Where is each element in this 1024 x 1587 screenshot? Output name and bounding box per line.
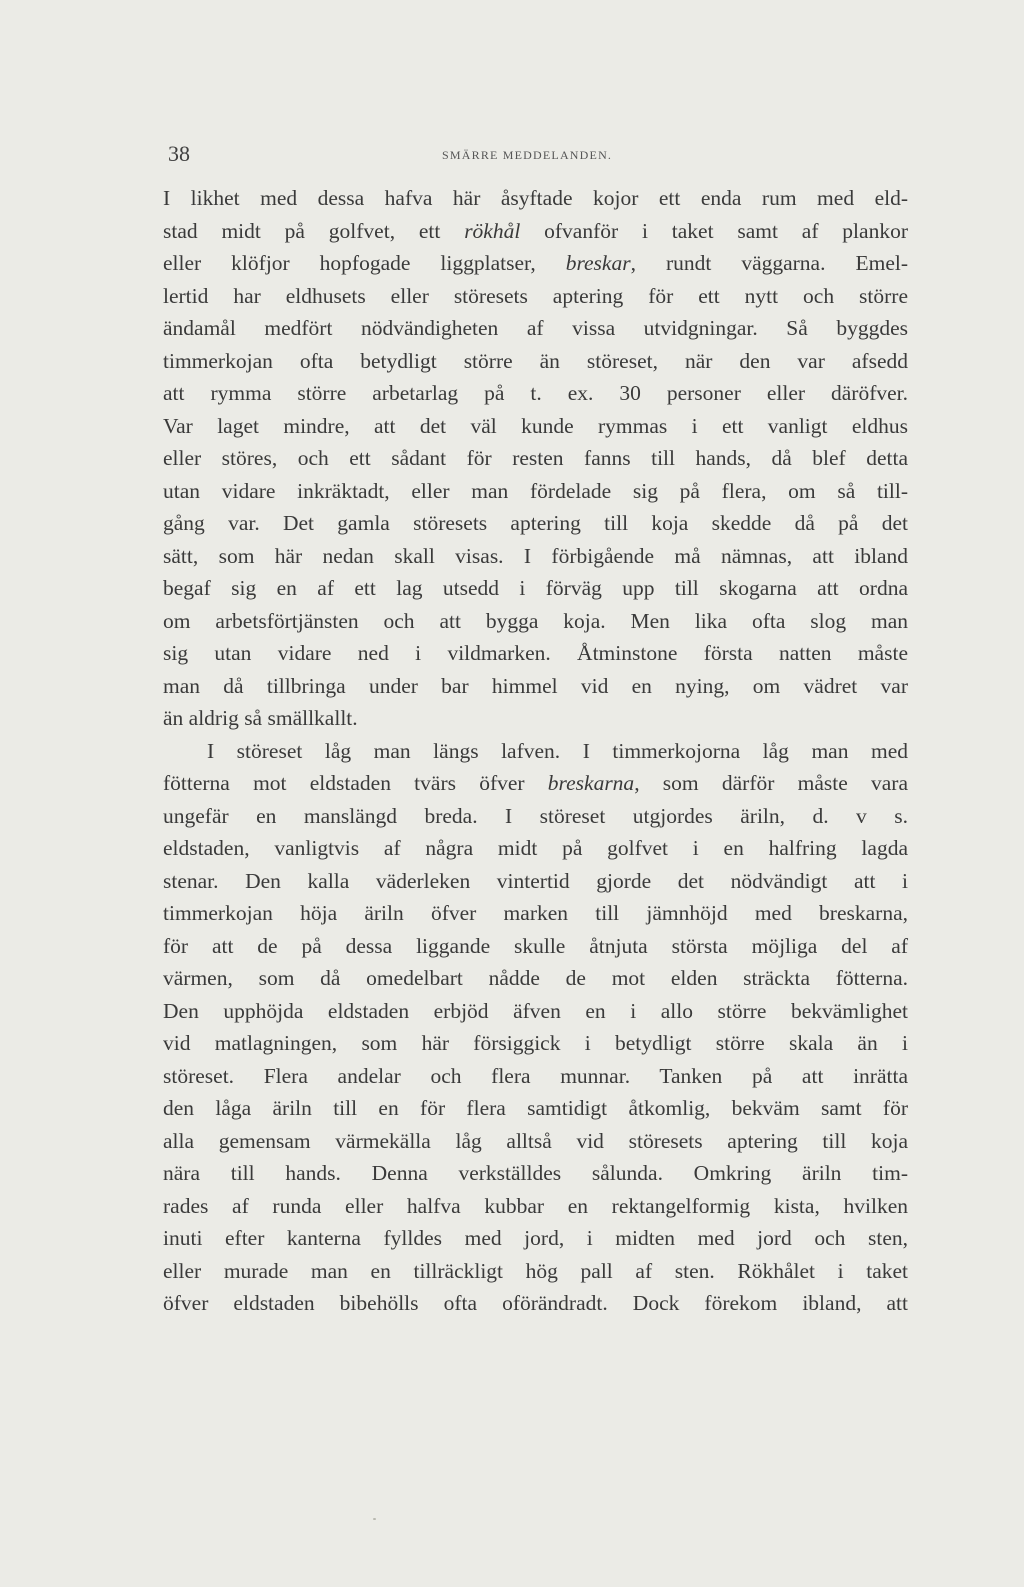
text-segment: vid matlagningen, som här försiggick i betydligt större skala än i	[163, 1031, 908, 1055]
text-line	[163, 1157, 908, 1190]
text-segment: Var laget mindre, att det väl kunde rymmas i ett vanligt eldhus	[163, 413, 908, 438]
text-segment: ofvanför i taket samt af plankor	[520, 218, 908, 243]
text-segment: sig utan vidare ned i vildmarken. Åtminstone första natten måste	[163, 641, 908, 665]
text-line	[163, 1287, 908, 1320]
text-line	[163, 507, 908, 540]
text-segment: gång var. Det gamla störesets aptering till koja skedde då på det	[163, 511, 908, 535]
paragraph	[163, 182, 908, 735]
text-line	[163, 800, 908, 833]
text-line	[163, 1027, 908, 1060]
text-segment: man då tillbringa under bar himmel vid en nying, om vädret var	[163, 673, 908, 698]
text-line	[163, 1060, 908, 1093]
text-line	[163, 280, 908, 313]
text-segment: inuti efter kanterna fylldes med jord, i midten med jord och sten,	[163, 1226, 908, 1250]
text-line	[163, 605, 908, 638]
text-segment: om arbetsförtjänsten och att bygga koja. Men lika ofta slog man	[163, 608, 908, 633]
text-segment: , som därför måste vara	[634, 771, 908, 795]
text-line	[163, 865, 908, 898]
text-line	[163, 312, 908, 345]
text-line	[163, 670, 908, 703]
text-line	[163, 897, 908, 930]
text-line	[163, 215, 908, 248]
text-line	[163, 345, 908, 378]
paper-speck	[373, 1518, 376, 1520]
text-segment: stad midt på golfvet, ett	[163, 218, 465, 243]
paragraph	[163, 735, 908, 1320]
text-line	[163, 1255, 908, 1288]
text-line	[163, 637, 908, 670]
text-segment: rades af runda eller halfva kubbar en rektangelformig kista, hvilken	[163, 1193, 908, 1218]
text-segment: ändamål medfört nödvändigheten af vissa utvidgningar. Så byggdes	[163, 316, 908, 340]
text-segment: eller murade man en tillräckligt hög pall af sten. Rökhålet i taket	[163, 1258, 908, 1283]
page-number: 38	[168, 141, 190, 166]
text-line	[163, 247, 908, 280]
page-header	[168, 141, 908, 171]
text-segment: sätt, som här nedan skall visas. I förbigående må nämnas, att ibland	[163, 543, 908, 568]
italic-term: breskar	[565, 251, 631, 275]
text-segment: I störeset låg man längs lafven. I timmerkojorna låg man med	[207, 738, 908, 763]
text-segment: eldstaden, vanligtvis af några midt på golfvet i en halfring lagda	[163, 836, 908, 860]
text-line	[163, 1092, 908, 1125]
text-segment: att rymma större arbetarlag på t. ex. 30 personer eller däröfver.	[163, 381, 908, 405]
text-line	[163, 930, 908, 963]
text-segment: för att de på dessa liggande skulle åtnjuta största möjliga del af	[163, 933, 908, 958]
text-segment: utan vidare inkräktadt, eller man fördelade sig på flera, om så till-	[163, 478, 908, 503]
text-line	[163, 702, 908, 735]
text-line	[163, 995, 908, 1028]
text-segment: ungefär en manslängd breda. I störeset utgjordes äriln, d. v s.	[163, 803, 908, 828]
text-line	[163, 410, 908, 443]
text-line	[163, 572, 908, 605]
text-segment: fötterna mot eldstaden tvärs öfver	[163, 771, 548, 795]
text-segment: eller störes, och ett sådant för resten fanns till hands, då blef detta	[163, 446, 908, 470]
text-segment: timmerkojan ofta betydligt större än störeset, när den var afsedd	[163, 348, 908, 373]
text-segment: , rundt väggarna. Emel-	[630, 251, 908, 275]
text-segment: lertid har eldhusets eller störesets aptering för ett nytt och större	[163, 283, 908, 308]
text-line	[163, 767, 908, 800]
text-line	[163, 1190, 908, 1223]
italic-term: breskarna	[547, 771, 635, 795]
text-line	[163, 475, 908, 508]
text-segment: Den upphöjda eldstaden erbjöd äfven en i allo större bekvämlighet	[163, 998, 908, 1023]
text-segment: timmerkojan höja äriln öfver marken till jämnhöjd med breskarna,	[163, 901, 908, 925]
text-line	[163, 735, 908, 768]
text-segment: alla gemensam värmekälla låg alltså vid störesets aptering till koja	[163, 1128, 908, 1153]
text-line	[163, 1222, 908, 1255]
italic-term: rökhål	[464, 218, 521, 243]
text-segment: begaf sig en af ett lag utsedd i förväg upp till skogarna att ordna	[163, 576, 908, 600]
text-line	[163, 442, 908, 475]
text-line	[163, 377, 908, 410]
text-segment: I likhet med dessa hafva här åsyftade kojor ett enda rum med eld-	[163, 186, 908, 210]
text-line	[163, 182, 908, 215]
text-line	[163, 832, 908, 865]
body-text	[163, 182, 908, 1320]
text-segment: öfver eldstaden bibehölls ofta oförändradt. Dock förekom ibland, att	[163, 1291, 908, 1315]
running-head: SMÄRRE MEDDELANDEN.	[442, 148, 613, 162]
text-segment: än aldrig så smällkallt.	[163, 706, 358, 730]
text-segment: stenar. Den kalla väderleken vintertid gjorde det nödvändigt att i	[163, 868, 908, 893]
text-line	[163, 540, 908, 573]
text-line	[163, 962, 908, 995]
text-segment: störeset. Flera andelar och flera munnar. Tanken på att inrätta	[163, 1063, 908, 1088]
text-segment: nära till hands. Denna verkställdes sålunda. Omkring äriln tim-	[163, 1161, 908, 1185]
text-segment: eller klöfjor hopfogade liggplatser,	[163, 251, 566, 275]
text-segment: värmen, som då omedelbart nådde de mot elden sträckta fötterna.	[163, 966, 908, 990]
text-line	[163, 1125, 908, 1158]
text-segment: den låga äriln till en för flera samtidigt åtkomlig, bekväm samt för	[163, 1096, 908, 1120]
